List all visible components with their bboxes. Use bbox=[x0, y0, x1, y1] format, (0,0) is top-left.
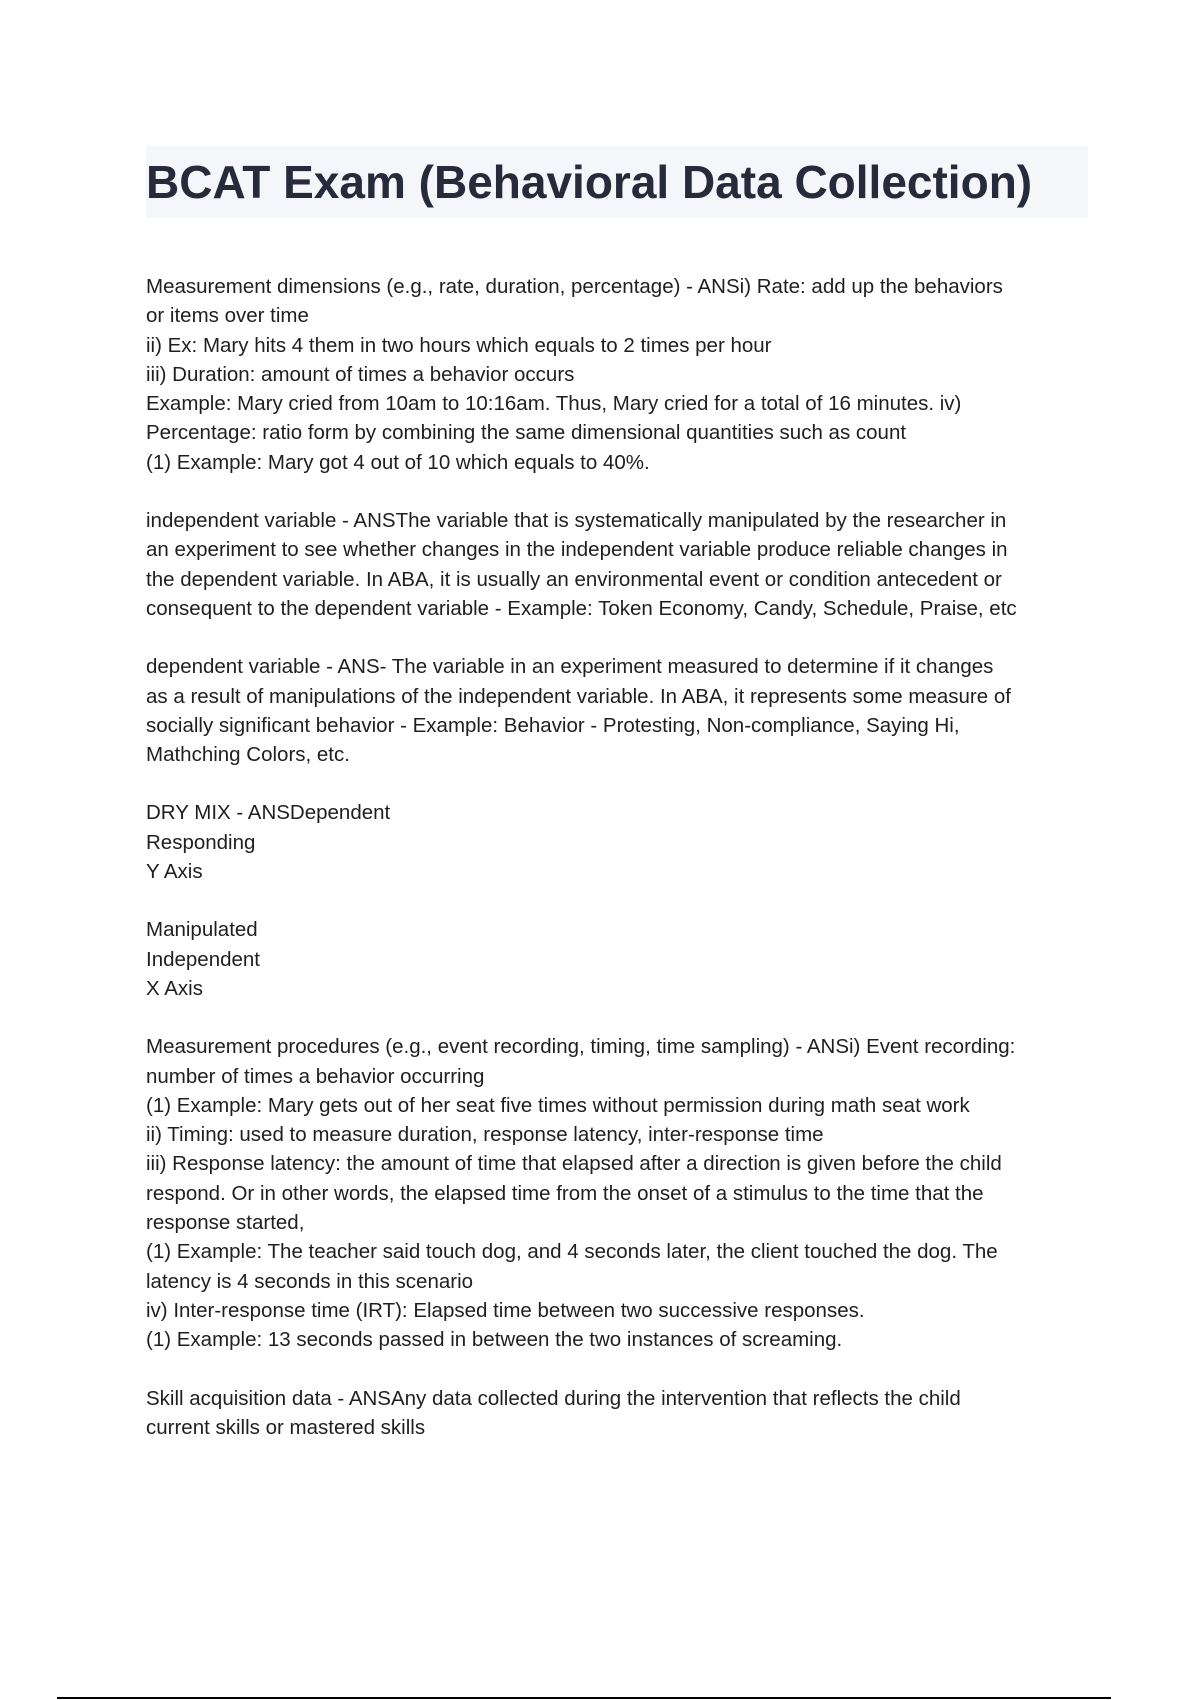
entry-line: iii) Response latency: the amount of time that elapsed after a direction is given before the child bbox=[146, 1152, 1002, 1176]
entry-line: ii) Ex: Mary hits 4 them in two hours which equals to 2 times per hour bbox=[146, 333, 772, 357]
entry-line: current skills or mastered skills bbox=[146, 1415, 426, 1439]
entry-line: Independent bbox=[146, 947, 261, 971]
qa-entry bbox=[146, 272, 1101, 477]
entry-line: Y Axis bbox=[146, 860, 203, 884]
qa-entry bbox=[146, 1032, 1101, 1354]
entry-line: Percentage: ratio form by combining the same dimensional quantities such as count bbox=[146, 421, 907, 445]
entry-line: dependent variable - ANS- The variable in an experiment measured to determine if it changes bbox=[146, 655, 994, 679]
entry-line: Mathching Colors, etc. bbox=[146, 743, 350, 767]
document-title: BCAT Exam (Behavioral Data Collection) bbox=[146, 156, 1033, 208]
entry-line: (1) Example: Mary gets out of her seat five times without permission during math seat work bbox=[146, 1093, 970, 1117]
entry-line: (1) Example: 13 seconds passed in between the two instances of screaming. bbox=[146, 1328, 843, 1352]
entry-line: (1) Example: Mary got 4 out of 10 which equals to 40%. bbox=[146, 450, 650, 474]
document-body bbox=[146, 272, 1101, 1471]
entry-line: respond. Or in other words, the elapsed time from the onset of a stimulus to the time that the bbox=[146, 1181, 984, 1205]
entry-line: an experiment to see whether changes in the independent variable produce reliable changes in bbox=[146, 538, 1008, 562]
entry-line: DRY MIX - ANSDependent bbox=[146, 801, 391, 825]
entry-line: Skill acquisition data - ANSAny data collected during the intervention that reflects the child bbox=[146, 1386, 961, 1410]
entry-line: independent variable - ANSThe variable that is systematically manipulated by the researcher in bbox=[146, 509, 1007, 533]
entry-line: Measurement dimensions (e.g., rate, duration, percentage) - ANSi) Rate: add up the behaviors bbox=[146, 275, 1003, 298]
entry-line: or items over time bbox=[146, 304, 309, 328]
entry-line: response started, bbox=[146, 1211, 305, 1235]
entry-line: consequent to the dependent variable - Example: Token Economy, Candy, Schedule, Praise, etc bbox=[146, 596, 1017, 620]
entry-line: latency is 4 seconds in this scenario bbox=[146, 1269, 474, 1293]
qa-entry bbox=[146, 652, 1101, 769]
footer-rule bbox=[57, 1697, 1111, 1699]
entry-line: socially significant behavior - Example: Behavior - Protesting, Non-compliance, Saying Hi, bbox=[146, 713, 960, 737]
entry-line: Example: Mary cried from 10am to 10:16am. Thus, Mary cried for a total of 16 minutes. iv) bbox=[146, 392, 962, 416]
qa-entry bbox=[146, 506, 1101, 623]
entry-line: number of times a behavior occurring bbox=[146, 1064, 485, 1088]
entry-line: the dependent variable. In ABA, it is usually an environmental event or condition antecedent or bbox=[146, 567, 1002, 591]
qa-entry bbox=[146, 798, 1101, 886]
entry-line: iii) Duration: amount of times a behavior occurs bbox=[146, 362, 575, 386]
entry-line: ii) Timing: used to measure duration, response latency, inter-response time bbox=[146, 1123, 824, 1147]
qa-entry bbox=[146, 1384, 1101, 1443]
entry-line: Measurement procedures (e.g., event recording, timing, time sampling) - ANSi) Event recording: bbox=[146, 1035, 1016, 1059]
entry-line: as a result of manipulations of the independent variable. In ABA, it represents some measure of bbox=[146, 684, 1011, 708]
entry-line: Manipulated bbox=[146, 918, 258, 942]
entry-line: iv) Inter-response time (IRT): Elapsed time between two successive responses. bbox=[146, 1298, 865, 1322]
qa-entry bbox=[146, 915, 1101, 1003]
entry-line: Responding bbox=[146, 830, 256, 854]
entry-line: X Axis bbox=[146, 976, 203, 1000]
entry-line: (1) Example: The teacher said touch dog, and 4 seconds later, the client touched the dog. The bbox=[146, 1240, 998, 1264]
